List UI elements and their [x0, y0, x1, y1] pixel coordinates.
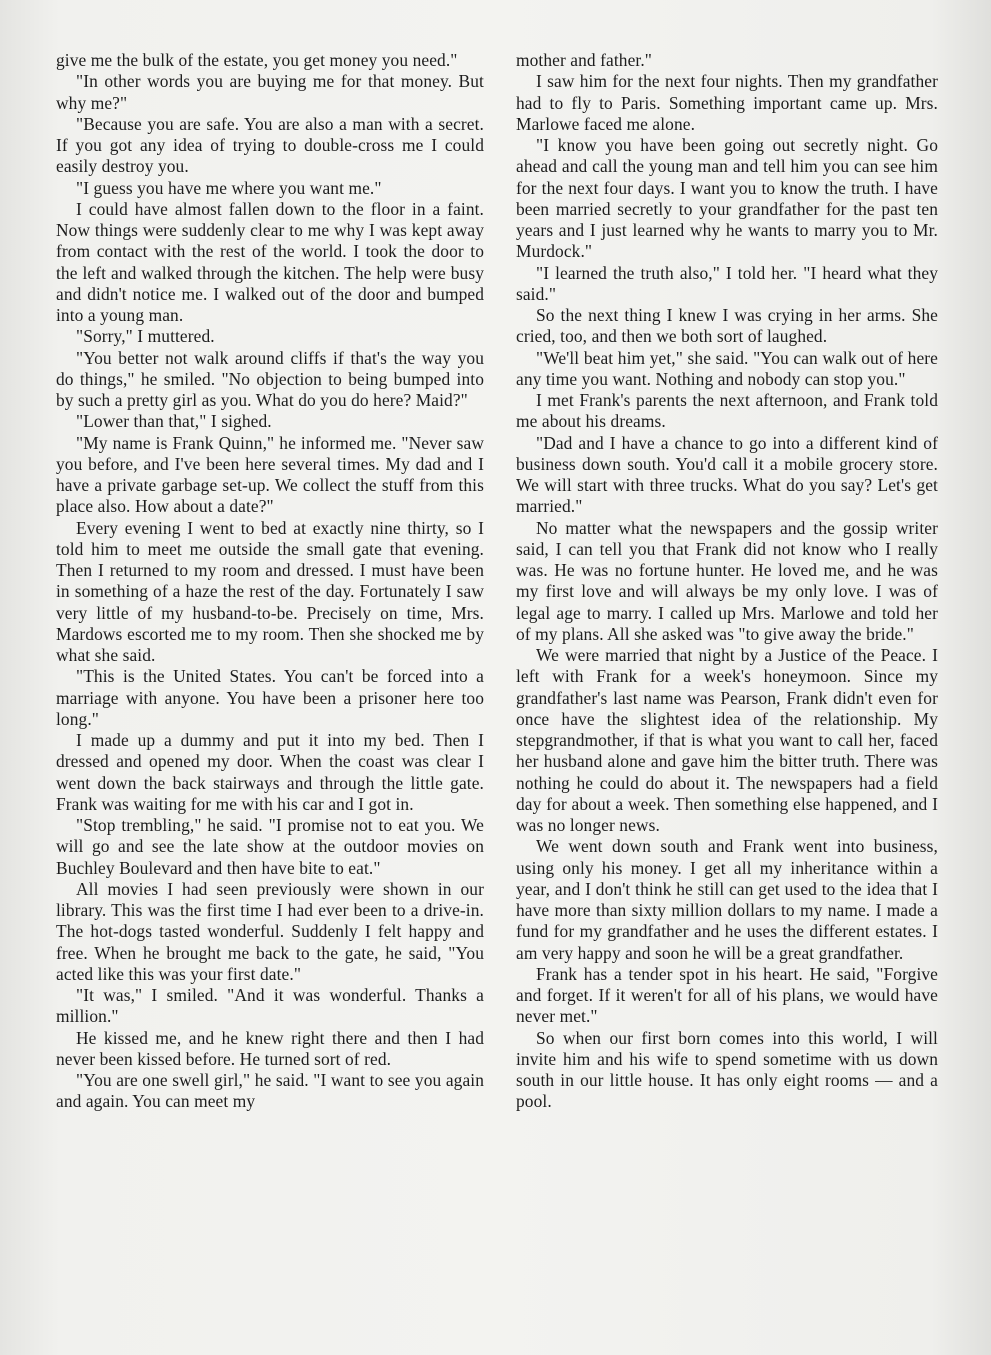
paragraph: I saw him for the next four nights. Then my grandfather had to fly to Paris. Something important came up. Mrs. Marlowe faced me alone. [516, 71, 938, 134]
paragraph: "You are one swell girl," he said. "I want to see you again and again. You can meet my [56, 1070, 484, 1112]
paragraph: I met Frank's parents the next afternoon, and Frank told me about his dreams. [516, 390, 938, 432]
left-column [56, 50, 484, 1113]
paragraph: "Dad and I have a chance to go into a different kind of business down south. You'd call it a mobile grocery store. We will start with three trucks. What do you say? Let's get married." [516, 432, 938, 517]
paragraph: He kissed me, and he knew right there and then I had never been kissed before. He turned sort of red. [56, 1027, 484, 1069]
paragraph: mother and father." [516, 50, 652, 70]
paragraph: give me the bulk of the estate, you get money you need." [56, 50, 458, 70]
paragraph: We went down south and Frank went into business, using only his money. I get all my inheritance within a year, and I don't think he still can get used to the idea that I have more than sixty million dollars to my name. I made a fund for my grandfather and he uses the different estates. I am very happy and soon he will be a great grandfather. [516, 836, 938, 963]
paragraph: I could have almost fallen down to the floor in a faint. Now things were suddenly clear to me why I was kept away from contact with the rest of the world. I took the door to the left and walked through the kitchen. The help were busy and didn't notice me. I walked out of the door and bumped into a young man. [56, 198, 484, 325]
paragraph: "Lower than that," I sighed. [76, 411, 272, 432]
paragraph: "We'll beat him yet," she said. "You can walk out of here any time you want. Nothing and nobody can stop you." [516, 347, 938, 389]
paragraph: "I learned the truth also," I told her. "I heard what they said." [516, 262, 938, 304]
paragraph: I made up a dummy and put it into my bed. Then I dressed and opened my door. When the coast was clear I went down the back stairways and through the little gate. Frank was waiting for me with his car and I got in. [56, 730, 484, 814]
paragraph: All movies I had seen previously were shown in our library. This was the first time I had ever been to a drive-in. The hot-dogs tasted wonderful. Suddenly I felt happy and free. When he brought me back to the gate, he said, "You acted like this was your first date." [56, 878, 484, 984]
paragraph: We were married that night by a Justice of the Peace. I left with Frank for a week's honeymoon. Since my grandfather's last name was Pearson, Frank didn't even for once have the slightest idea of the relationship. My stepgrandmother, if that is what you want to call her, faced her husband alone and gave him the bitter truth. There was nothing he could do about it. The newspapers had a field day for about a week. Then something else happened, and I was no longer news. [516, 645, 938, 835]
paragraph: Frank has a tender spot in his heart. He said, "Forgive and forget. If it weren't for all of his plans, we would have never met." [516, 963, 938, 1027]
paragraph: "My name is Frank Quinn," he informed me. "Never saw you before, and I've been here several times. My dad and I have a private garbage set-up. We collect the stuff from this place also. How about a date?" [56, 432, 484, 517]
paragraph: So when our first born comes into this world, I will invite him and his wife to spend sometime with us down south in our little house. It has only eight rooms — and a pool. [516, 1027, 938, 1112]
paragraph: No matter what the newspapers and the gossip writer said, I can tell you that Frank did not know who I really was. He was no fortune hunter. He loved me, and he was my first love and will always be my only love. I was of legal age to marry. I called up Mrs. Marlowe and told her of my plans. All she asked was "to give away the bride." [516, 517, 938, 644]
right-column [516, 50, 938, 1113]
paragraph: "You better not walk around cliffs if that's the way you do things," he smiled. "No objection to being bumped into by such a pretty girl as you. What do you do here? Maid?" [56, 347, 484, 410]
paragraph: So the next thing I knew I was crying in her arms. She cried, too, and then we both sort of laughed. [516, 305, 938, 347]
paragraph: Every evening I went to bed at exactly nine thirty, so I told him to meet me outside the small gate that evening. Then I returned to my room and dressed. I must have been in something of a haze the rest of the day. Fortunately I saw very little of my husband-to-be. Precisely on time, Mrs. Mardows escorted me to my room. Then she shocked me by what she said. [56, 517, 484, 665]
paragraph: "It was," I smiled. "And it was wonderful. Thanks a million." [56, 985, 484, 1027]
paragraph: "Sorry," I muttered. [76, 326, 215, 347]
paragraph: "In other words you are buying me for that money. But why me?" [56, 71, 484, 113]
paragraph: "This is the United States. You can't be forced into a marriage with anyone. You have been a prisoner here too long." [56, 666, 484, 729]
paragraph: "Stop trembling," he said. "I promise not to eat you. We will go and see the late show at the outdoor movies on Buchley Boulevard and then have bite to eat." [56, 815, 484, 878]
paragraph: "Because you are safe. You are also a man with a secret. If you got any idea of trying to double-cross me I could easily destroy you. [56, 113, 484, 177]
paragraph: "I know you have been going out secretly night. Go ahead and call the young man and tell him you can see him for the next four days. I want you to know the truth. I have been married secretly to your grandfather for the past ten years and I just learned why he wants to marry you to Mr. Murdock." [516, 135, 938, 262]
paragraph: "I guess you have me where you want me." [76, 177, 382, 198]
